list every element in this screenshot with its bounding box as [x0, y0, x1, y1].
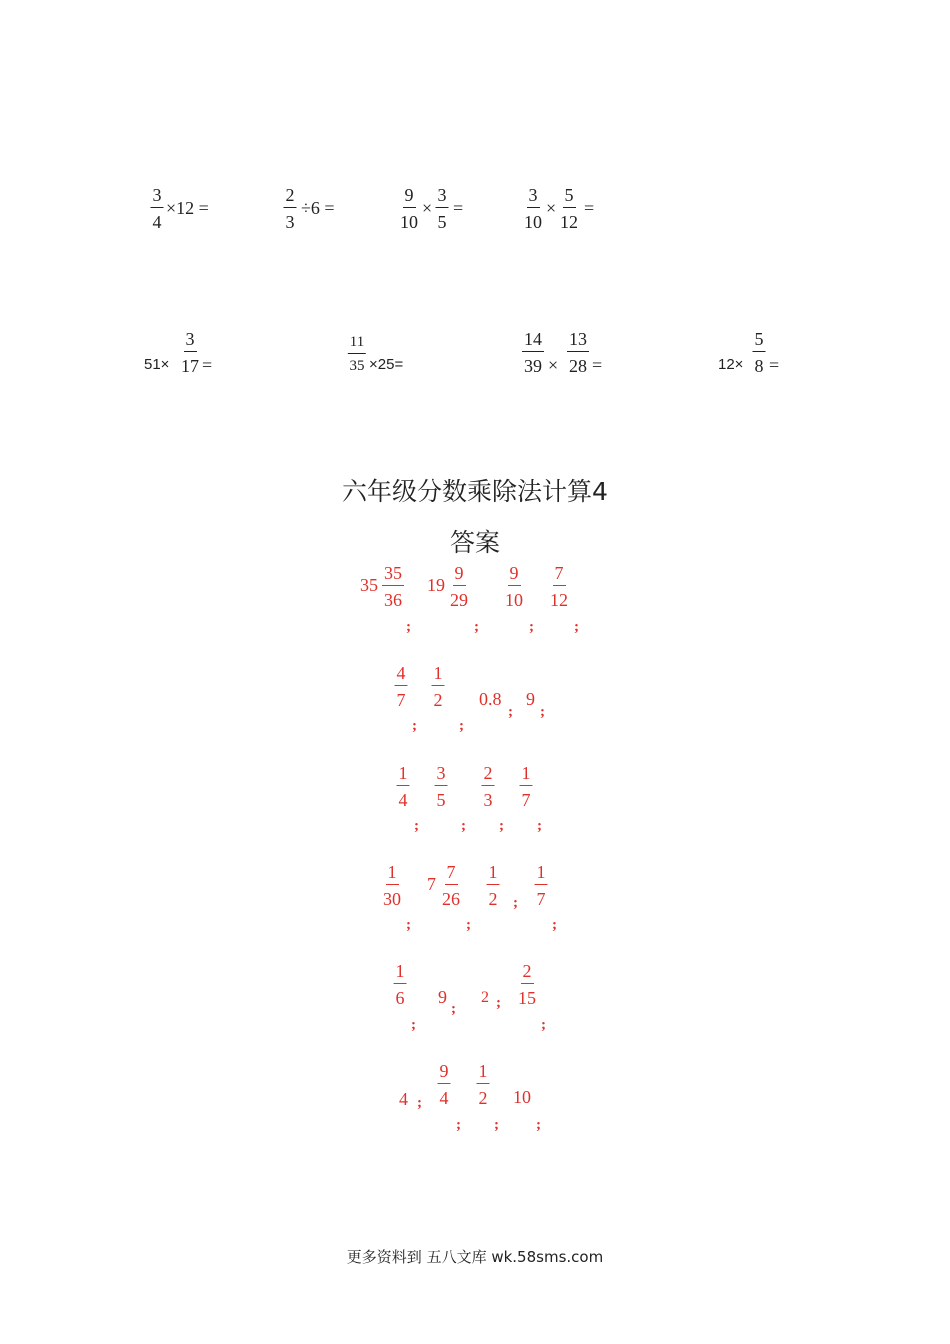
fraction: $\frac{9}{4}$	[439, 1061, 449, 1108]
operator: ÷6 =	[301, 198, 335, 218]
separator: ;	[412, 718, 417, 734]
answer-value: 9	[526, 689, 535, 709]
fraction: $\frac{9}{10}$	[400, 185, 418, 232]
fraction: $\frac{1}{7}$	[536, 862, 546, 909]
answer-value: 9	[438, 987, 447, 1007]
fraction: $\frac{1}{2}$	[433, 663, 443, 710]
fraction: $\frac{1}{2}$	[488, 862, 498, 909]
operator: ×12 =	[166, 198, 209, 218]
operator: =	[584, 198, 595, 218]
separator: ;	[474, 619, 479, 635]
fraction: $\frac{9}{29}$	[450, 563, 468, 610]
separator: ;	[552, 917, 557, 933]
separator: ;	[499, 818, 504, 834]
separator: ;	[461, 818, 466, 834]
separator: ;	[513, 895, 518, 911]
fraction: $\frac{1}{2}$	[478, 1061, 488, 1108]
fraction: $\frac{2}{15}$	[518, 961, 536, 1008]
separator: ;	[406, 619, 411, 635]
operator: =	[592, 355, 603, 375]
operator: ×	[422, 198, 433, 218]
fraction: $\frac{7}{12}$	[550, 563, 568, 610]
fraction: $\frac{1}{6}$	[395, 961, 405, 1008]
fraction: $\frac{1}{7}$	[521, 763, 531, 810]
separator: ;	[529, 619, 534, 635]
operator: =	[769, 355, 780, 375]
separator: ;	[540, 704, 545, 720]
footer-text: 更多资料到 五八文库 wk.58sms.com	[346, 1248, 604, 1266]
fraction: $\frac{7}{26}$	[442, 862, 460, 909]
fraction: $\frac{9}{10}$	[505, 563, 523, 610]
operator: ×25=	[369, 356, 404, 373]
fraction: $\frac{3}{17}$	[181, 329, 199, 376]
page-title: 六年级分数乘除法计算4	[342, 477, 608, 506]
fraction: $\frac{11}{35}$	[349, 334, 365, 374]
separator: ;	[414, 818, 419, 834]
fraction: $\frac{35}{36}$	[384, 563, 402, 610]
operator: ×	[546, 198, 557, 218]
fraction: $\frac{4}{7}$	[396, 663, 406, 710]
whole-number: 35	[360, 575, 378, 595]
fraction: $\frac{2}{3}$	[285, 185, 295, 232]
separator: ;	[456, 1117, 461, 1133]
separator: ;	[574, 619, 579, 635]
answer-value: 10	[513, 1087, 531, 1107]
answer-heading: 答案	[449, 528, 500, 557]
operator: ×	[548, 355, 559, 375]
separator: ;	[417, 1095, 422, 1111]
answer-value: 2	[481, 989, 489, 1006]
operator: 51×	[144, 356, 170, 373]
whole-number: 19	[427, 575, 445, 595]
separator: ;	[494, 1117, 499, 1133]
separator: ;	[541, 1017, 546, 1033]
fraction: $\frac{13}{28}$	[569, 329, 587, 376]
fraction: $\frac{5}{12}$	[560, 185, 578, 232]
whole-number: 7	[427, 874, 436, 894]
answer-value: 4	[399, 1089, 408, 1109]
operator: 12×	[718, 356, 744, 373]
separator: ;	[508, 704, 513, 720]
separator: ;	[406, 917, 411, 933]
fraction: $\frac{3}{5}$	[437, 185, 447, 232]
separator: ;	[537, 818, 542, 834]
separator: ;	[411, 1017, 416, 1033]
answer-value: 0.8	[479, 689, 502, 709]
operator: =	[202, 355, 213, 375]
separator: ;	[466, 917, 471, 933]
fraction: $\frac{3}{4}$	[152, 185, 162, 232]
fraction: $\frac{2}{3}$	[483, 763, 493, 810]
separator: ;	[459, 718, 464, 734]
fraction: $\frac{3}{10}$	[524, 185, 542, 232]
fraction: $\frac{1}{30}$	[383, 862, 401, 909]
operator: =	[453, 198, 464, 218]
fraction: $\frac{14}{39}$	[524, 329, 542, 376]
separator: ;	[496, 995, 501, 1011]
fraction: $\frac{1}{4}$	[398, 763, 408, 810]
fraction: $\frac{3}{5}$	[436, 763, 446, 810]
separator: ;	[451, 1001, 456, 1017]
fraction: $\frac{5}{8}$	[754, 329, 764, 376]
separator: ;	[536, 1117, 541, 1133]
